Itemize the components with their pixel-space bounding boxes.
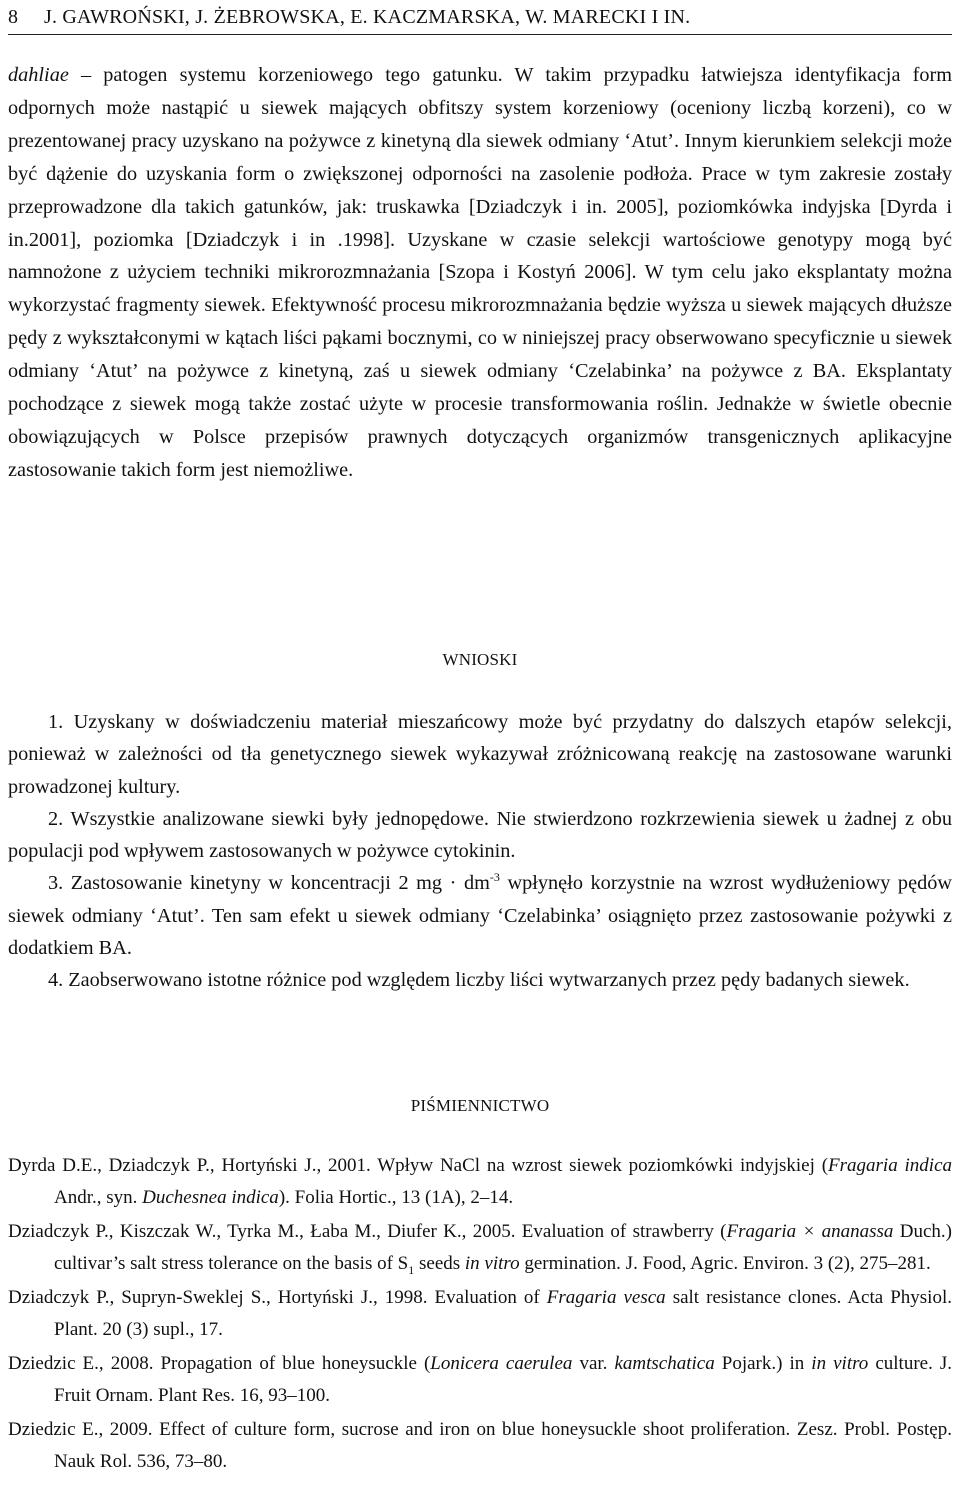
reference-item: Dyrda D.E., Dziadczyk P., Hortyński J., 2001. Wpływ NaCl na wzrost siewek poziomkówki indyjskiej (Fragaria indica Andr., syn. Duchesnea indica). Folia Hortic., 13 (1A), 2–14.	[8, 1155, 953, 1208]
references-heading: PIŚMIENNICTWO	[410, 1096, 550, 1115]
conclusion-item-4: 4. Zaobserwowano istotne różnice pod względem liczby liści wytwarzanych przez pędy badanych siewek.	[48, 969, 910, 992]
page-number: 8	[8, 6, 18, 28]
italic-species: dahliae	[8, 64, 69, 86]
reference-item: Dziadczyk P., Kiszczak W., Tyrka M., Łaba M., Diufer K., 2005. Evaluation of strawberry (Fragaria × ananassa Duch.) cultivar’s salt stress tolerance on the basis of $S_1$ seeds in vitro germination. J. Food, Agric. Environ. 3 (2), 275–281.	[8, 1221, 952, 1277]
conclusions-heading: WNIOSKI	[442, 650, 518, 669]
reference-item: Dziedzic E., 2009. Effect of culture form, sucrose and iron on blue honeysuckle shoot proliferation. Zesz. Probl. Postęp. Nauk Rol. 536, 73–80.	[8, 1419, 952, 1472]
references-list	[8, 1150, 952, 1480]
header-authors: J. GAWROŃSKI, J. ŻEBROWSKA, E. KACZMARSKA, W. MARECKI I IN.	[44, 6, 691, 28]
reference-item: Dziedzic E., 2008. Propagation of blue honeysuckle (Lonicera caerulea var. kamtschatica Pojark.) in in vitro culture. J. Fruit Ornam. Plant Res. 16, 93–100.	[8, 1353, 953, 1406]
reference-item: Dziadczyk P., Supryn-Sweklej S., Hortyński J., 1998. Evaluation of Fragaria vesca salt resistance clones. Acta Physiol. Plant. 20 (3) supl., 17.	[8, 1287, 952, 1340]
conclusion-item-1: 1. Uzyskany w doświadczeniu materiał mieszańcowy może być przydatny do dalszych etapów selekcji, ponieważ w zależności od tła genetycznego siewek wykazywał zróżnicowaną reakcję na zastosowane warunki prowadzonej kultury.	[8, 711, 952, 798]
conclusion-item-3: 3. Zastosowanie kinetyny w koncentracji 2 mg · $dm^{-3}$ wpłynęło korzystnie na wzrost wydłużeniowy pędów siewek odmiany ‘Atut’. Ten sam efekt u siewek odmiany ‘Czelabinka’ osiągnięto przez zastosowanie pożywki z dodatkiem BA.	[8, 870, 953, 960]
conclusion-item-2: 2. Wszystkie analizowane siewki były jednopędowe. Nie stwierdzono rozkrzewienia siewek u żadnej z obu populacji pod wpływem zastosowanych w pożywce cytokinin.	[8, 807, 952, 863]
discussion-text	[8, 59, 952, 487]
running-header	[8, 2, 952, 35]
conclusions-list	[8, 706, 952, 997]
discussion-paragraph: dahliae – patogen systemu korzeniowego tego gatunku. W takim przypadku łatwiejsza identyfikacja form odpornych może nastąpić u siewek mających obfitszy system korzeniowy (oceniony liczbą korzeni), co w prezentowanej pracy uzyskano na pożywce z kinetyną dla siewek odmiany ‘Atut’. Innym kierunkiem selekcji może być dążenie do uzyskania form o zwiększonej odporności na zasolenie podłoża. Prace w tym zakresie zostały przeprowadzone dla takich gatunków, jak: truskawka [Dziadczyk i in. 2005], poziomkówka indyjska [Dyrda i in.2001], poziomka [Dziadczyk i in .1998]. Uzyskane w czasie selekcji wartościowe genotypy mogą być namnożone z użyciem techniki mikrorozmnażania [Szopa i Kostyń 2006]. W tym celu jako eksplantaty można wykorzystać fragmenty siewek. Efektywność procesu mikrorozmnażania będzie wyższa u siewek mających dłuższe pędy z wykształconymi w kątach liści pąkami bocznymi, co w niniejszej pracy obserwowano specyficznie u siewek odmiany ‘Atut’ na pożywce z kinetyną, zaś u siewek odmiany ‘Czelabinka’ na pożywce z BA. Eksplantaty pochodzące z siewek mogą także zostać użyte w procesie transformowania roślin. Jednakże w świetle obecnie obowiązujących w Polsce przepisów prawnych dotyczących organizmów transgenicznych aplikacyjne zastosowanie takich form jest niemożliwe.	[8, 64, 952, 481]
